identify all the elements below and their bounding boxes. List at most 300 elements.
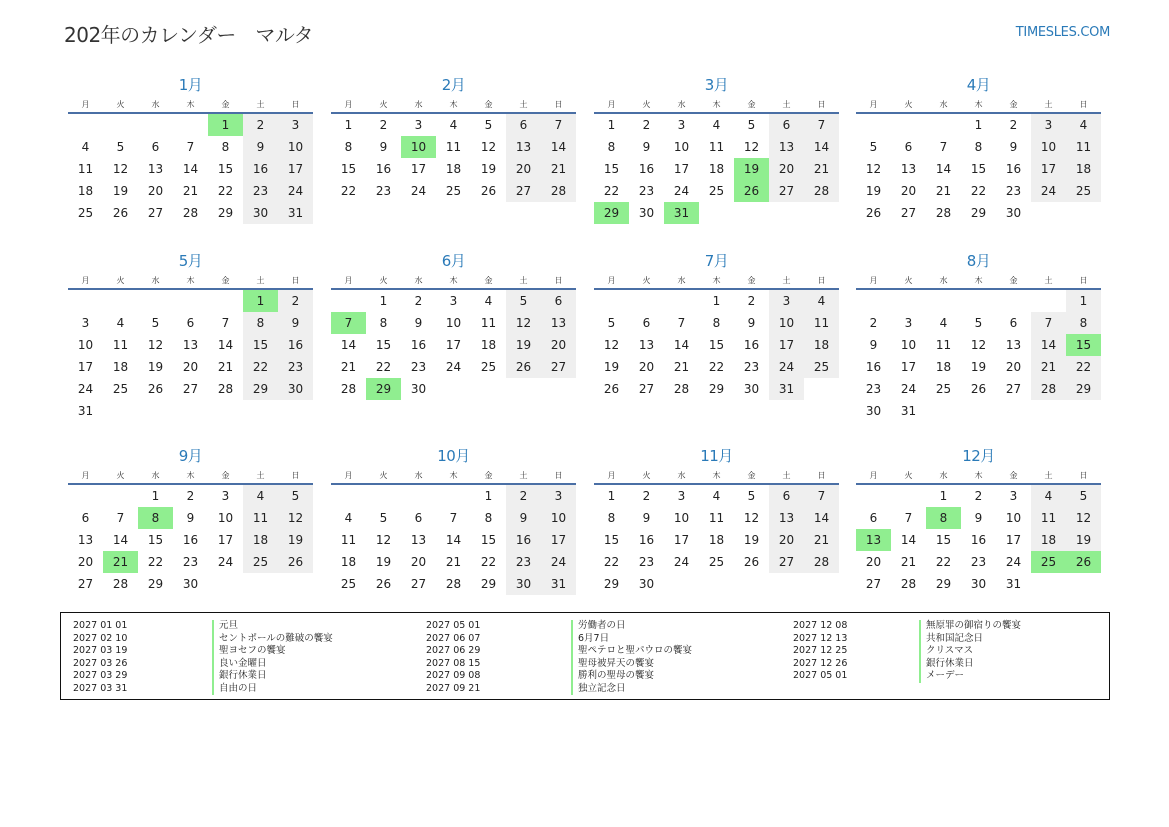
day-cell: 1: [974, 118, 983, 132]
day-cell: 14: [804, 507, 839, 529]
day-cell: 27: [638, 382, 655, 396]
holiday-name: 労働者の日: [571, 620, 692, 633]
day-cell: 14: [182, 162, 199, 176]
day-cell: 6: [506, 114, 541, 136]
day-grid: [856, 114, 1101, 224]
day-cell: 16: [182, 533, 199, 547]
day-cell: 5: [506, 290, 541, 312]
holiday-day-cell: 21: [103, 551, 138, 573]
day-cell: 9: [414, 316, 423, 330]
day-cell: 2: [747, 294, 756, 308]
day-cell: 3: [414, 118, 423, 132]
weekday-label: 木: [186, 99, 195, 109]
holiday-name: メーデー: [919, 670, 1021, 683]
empty-cell: [173, 114, 208, 136]
day-cell: 4: [243, 485, 278, 507]
day-cell: 3: [278, 114, 313, 136]
day-cell: 23: [638, 555, 655, 569]
holiday-name: 無原罪の御宿りの饗宴: [919, 620, 1021, 633]
day-grid: [68, 114, 313, 224]
day-cell: 22: [970, 184, 987, 198]
empty-cell: [664, 290, 699, 312]
weekday-label: 月: [869, 275, 878, 285]
day-cell: 10: [1031, 136, 1066, 158]
day-cell: 12: [743, 140, 760, 154]
day-cell: 16: [410, 338, 427, 352]
day-cell: 29: [708, 382, 725, 396]
day-cell: 7: [541, 114, 576, 136]
day-cell: 14: [112, 533, 129, 547]
brand-link[interactable]: TIMESLES.COM: [1015, 25, 1110, 40]
day-cell: 26: [278, 551, 313, 573]
day-cell: 22: [375, 360, 392, 374]
day-cell: 20: [147, 184, 164, 198]
month-title: 8月: [966, 252, 991, 270]
weekday-label: 木: [449, 99, 458, 109]
day-cell: 8: [344, 140, 353, 154]
day-cell: 9: [186, 511, 195, 525]
weekday-label: 木: [449, 275, 458, 285]
day-cell: 27: [1005, 382, 1022, 396]
weekday-label: 日: [817, 470, 826, 480]
holiday-name: 聖ヨセフの饗宴: [212, 645, 333, 658]
day-cell: 28: [673, 382, 690, 396]
holiday-date: 2027 02 10: [73, 632, 128, 644]
day-cell: 30: [278, 378, 313, 400]
weekday-label: 月: [607, 470, 616, 480]
day-cell: 28: [340, 382, 357, 396]
holiday-date: 2027 06 07: [426, 632, 481, 644]
day-cell: 20: [865, 555, 882, 569]
empty-cell: [926, 290, 961, 312]
day-cell: 12: [743, 511, 760, 525]
weekday-label: 土: [1044, 470, 1053, 480]
day-cell: 14: [900, 533, 917, 547]
day-cell: 28: [445, 577, 462, 591]
month-title: 1月: [178, 76, 203, 94]
day-cell: 19: [1066, 529, 1101, 551]
holiday-name: 共和国記念日: [919, 633, 1021, 646]
day-cell: 9: [243, 136, 278, 158]
holiday-name: クリスマス: [919, 645, 1021, 658]
day-cell: 11: [804, 312, 839, 334]
day-cell: 6: [904, 140, 913, 154]
day-cell: 1: [607, 118, 616, 132]
day-cell: 24: [673, 184, 690, 198]
day-cell: 6: [151, 140, 160, 154]
day-cell: 14: [673, 338, 690, 352]
holiday-names-col-2: [571, 620, 692, 695]
holiday-name: 銀行休業日: [212, 670, 333, 683]
day-cell: 30: [743, 382, 760, 396]
weekday-label: 土: [1044, 99, 1053, 109]
day-cell: 19: [865, 184, 882, 198]
weekday-label: 土: [782, 99, 791, 109]
day-grid: [856, 290, 1101, 422]
day-cell: 16: [278, 334, 313, 356]
day-cell: 17: [1005, 533, 1022, 547]
month-title: 11月: [700, 447, 733, 465]
day-cell: 23: [278, 356, 313, 378]
holiday-name: 元旦: [212, 620, 333, 633]
day-cell: 21: [804, 158, 839, 180]
weekday-label: 水: [677, 275, 686, 285]
weekday-label: 火: [116, 99, 125, 109]
day-cell: 5: [607, 316, 616, 330]
day-cell: 21: [900, 555, 917, 569]
weekday-label: 水: [414, 99, 423, 109]
day-cell: 3: [677, 489, 686, 503]
holiday-day-cell: 1: [243, 290, 278, 312]
holiday-name: 良い金曜日: [212, 658, 333, 671]
weekday-label: 日: [291, 99, 300, 109]
holiday-date: 2027 09 21: [426, 682, 481, 694]
weekday-label: 日: [291, 275, 300, 285]
day-cell: 24: [769, 356, 804, 378]
day-cell: 13: [506, 136, 541, 158]
day-cell: 25: [340, 577, 357, 591]
day-cell: 18: [708, 533, 725, 547]
day-cell: 13: [77, 533, 94, 547]
weekday-label: 日: [1079, 470, 1088, 480]
day-cell: 10: [673, 511, 690, 525]
day-cell: 12: [970, 338, 987, 352]
day-cell: 25: [243, 551, 278, 573]
empty-cell: [103, 485, 138, 507]
empty-cell: [436, 485, 471, 507]
day-cell: 3: [81, 316, 90, 330]
day-cell: 26: [865, 206, 882, 220]
day-cell: 9: [869, 338, 878, 352]
day-cell: 20: [900, 184, 917, 198]
day-cell: 10: [1005, 511, 1022, 525]
month-calendar: [68, 74, 313, 224]
day-cell: 17: [541, 529, 576, 551]
day-cell: 15: [603, 533, 620, 547]
day-cell: 11: [708, 140, 725, 154]
weekday-label: 日: [1079, 275, 1088, 285]
day-cell: 10: [673, 140, 690, 154]
holiday-day-cell: 15: [1066, 334, 1101, 356]
empty-cell: [103, 114, 138, 136]
month-calendar: [856, 250, 1101, 422]
holiday-names-col-1: [212, 620, 333, 695]
weekday-label: 金: [1009, 470, 1018, 480]
day-cell: 5: [116, 140, 125, 154]
day-cell: 30: [865, 404, 882, 418]
day-cell: 21: [541, 158, 576, 180]
day-cell: 14: [445, 533, 462, 547]
day-cell: 19: [147, 360, 164, 374]
day-cell: 14: [804, 136, 839, 158]
weekday-label: 火: [116, 275, 125, 285]
month-title: 2月: [441, 76, 466, 94]
day-cell: 19: [480, 162, 497, 176]
holiday-day-cell: 29: [366, 378, 401, 400]
day-cell: 9: [1009, 140, 1018, 154]
day-cell: 14: [340, 338, 357, 352]
weekday-label: 水: [677, 99, 686, 109]
day-cell: 30: [243, 202, 278, 224]
day-cell: 6: [869, 511, 878, 525]
weekday-label: 金: [747, 99, 756, 109]
empty-cell: [401, 485, 436, 507]
day-cell: 2: [243, 114, 278, 136]
weekday-label: 金: [484, 275, 493, 285]
weekday-label: 水: [677, 470, 686, 480]
day-cell: 5: [747, 489, 756, 503]
day-cell: 16: [638, 533, 655, 547]
day-cell: 2: [1009, 118, 1018, 132]
weekday-label: 火: [904, 275, 913, 285]
day-cell: 18: [112, 360, 129, 374]
weekday-label: 土: [519, 470, 528, 480]
day-cell: 30: [638, 577, 655, 591]
weekday-label: 月: [607, 99, 616, 109]
day-cell: 23: [243, 180, 278, 202]
day-cell: 18: [708, 162, 725, 176]
day-cell: 19: [743, 533, 760, 547]
holiday-day-cell: 8: [926, 507, 961, 529]
day-cell: 13: [900, 162, 917, 176]
day-cell: 2: [414, 294, 423, 308]
month-calendar: [594, 445, 839, 595]
empty-cell: [891, 114, 926, 136]
empty-cell: [629, 290, 664, 312]
day-cell: 28: [217, 382, 234, 396]
day-cell: 8: [974, 140, 983, 154]
day-cell: 31: [77, 404, 94, 418]
day-cell: 13: [147, 162, 164, 176]
month-title: 3月: [704, 76, 729, 94]
day-cell: 30: [182, 577, 199, 591]
weekday-header: [331, 467, 576, 485]
empty-cell: [331, 485, 366, 507]
holiday-name: 6月7日: [571, 633, 692, 646]
day-cell: 8: [221, 140, 230, 154]
weekday-label: 月: [81, 99, 90, 109]
empty-cell: [594, 290, 629, 312]
weekday-label: 火: [642, 275, 651, 285]
weekday-header: [594, 96, 839, 114]
holiday-date: 2027 12 08: [793, 620, 848, 631]
day-cell: 22: [708, 360, 725, 374]
day-cell: 28: [804, 180, 839, 202]
day-cell: 16: [375, 162, 392, 176]
weekday-label: 金: [1009, 99, 1018, 109]
day-cell: 23: [375, 184, 392, 198]
day-cell: 15: [480, 533, 497, 547]
day-cell: 7: [804, 114, 839, 136]
day-cell: 18: [445, 162, 462, 176]
day-cell: 18: [935, 360, 952, 374]
holiday-day-cell: 29: [594, 202, 629, 224]
day-cell: 18: [243, 529, 278, 551]
day-cell: 16: [638, 162, 655, 176]
day-cell: 2: [974, 489, 983, 503]
weekday-label: 日: [1079, 99, 1088, 109]
day-cell: 19: [506, 334, 541, 356]
day-cell: 13: [769, 507, 804, 529]
day-cell: 13: [541, 312, 576, 334]
empty-cell: [208, 290, 243, 312]
weekday-label: 水: [151, 470, 160, 480]
weekday-label: 日: [554, 275, 563, 285]
day-cell: 24: [1005, 555, 1022, 569]
holiday-date: 2027 12 25: [793, 645, 848, 656]
day-cell: 23: [1005, 184, 1022, 198]
day-cell: 12: [278, 507, 313, 529]
day-cell: 22: [935, 555, 952, 569]
holiday-name: 自由の日: [212, 683, 333, 696]
day-cell: 18: [480, 338, 497, 352]
day-cell: 12: [147, 338, 164, 352]
day-cell: 8: [379, 316, 388, 330]
month-title: 4月: [966, 76, 991, 94]
weekday-label: 日: [554, 470, 563, 480]
day-cell: 16: [243, 158, 278, 180]
day-cell: 13: [1005, 338, 1022, 352]
day-cell: 19: [278, 529, 313, 551]
day-cell: 8: [607, 140, 616, 154]
day-cell: 28: [900, 577, 917, 591]
holiday-date: 2027 08 15: [426, 657, 481, 669]
weekday-label: 土: [1044, 275, 1053, 285]
weekday-label: 月: [81, 470, 90, 480]
day-cell: 25: [708, 555, 725, 569]
day-cell: 29: [1066, 378, 1101, 400]
day-cell: 27: [147, 206, 164, 220]
empty-cell: [138, 290, 173, 312]
weekday-label: 土: [519, 99, 528, 109]
day-cell: 22: [243, 356, 278, 378]
day-cell: 20: [638, 360, 655, 374]
day-cell: 16: [1005, 162, 1022, 176]
day-cell: 15: [708, 338, 725, 352]
weekday-label: 金: [221, 99, 230, 109]
holiday-name: 銀行休業日: [919, 658, 1021, 671]
day-cell: 8: [607, 511, 616, 525]
day-cell: 10: [445, 316, 462, 330]
day-cell: 12: [480, 140, 497, 154]
day-cell: 9: [974, 511, 983, 525]
day-cell: 8: [243, 312, 278, 334]
day-cell: 6: [81, 511, 90, 525]
day-grid: [68, 290, 313, 422]
holiday-day-cell: 25: [1031, 551, 1066, 573]
day-cell: 12: [112, 162, 129, 176]
day-cell: 29: [243, 378, 278, 400]
day-cell: 26: [603, 382, 620, 396]
day-cell: 5: [278, 485, 313, 507]
day-cell: 30: [970, 577, 987, 591]
empty-cell: [856, 114, 891, 136]
day-cell: 22: [603, 184, 620, 198]
day-cell: 17: [900, 360, 917, 374]
weekday-label: 火: [904, 470, 913, 480]
weekday-label: 日: [554, 99, 563, 109]
day-cell: 22: [1066, 356, 1101, 378]
day-cell: 1: [379, 294, 388, 308]
day-cell: 20: [410, 555, 427, 569]
day-cell: 25: [77, 206, 94, 220]
day-cell: 24: [217, 555, 234, 569]
day-cell: 26: [147, 382, 164, 396]
day-grid: [68, 485, 313, 595]
month-calendar: [331, 250, 576, 400]
day-cell: 17: [1031, 158, 1066, 180]
weekday-label: 木: [974, 99, 983, 109]
day-cell: 31: [769, 378, 804, 400]
day-cell: 9: [642, 140, 651, 154]
day-cell: 7: [904, 511, 913, 525]
day-cell: 10: [77, 338, 94, 352]
day-cell: 26: [970, 382, 987, 396]
day-cell: 10: [769, 312, 804, 334]
holiday-day-cell: 31: [664, 202, 699, 224]
day-cell: 3: [449, 294, 458, 308]
empty-cell: [926, 114, 961, 136]
holiday-day-cell: 19: [734, 158, 769, 180]
weekday-label: 水: [151, 275, 160, 285]
day-cell: 31: [900, 404, 917, 418]
day-cell: 13: [182, 338, 199, 352]
day-cell: 7: [116, 511, 125, 525]
day-cell: 29: [217, 206, 234, 220]
day-grid: [594, 290, 839, 400]
day-cell: 1: [712, 294, 721, 308]
day-cell: 15: [603, 162, 620, 176]
day-grid: [331, 290, 576, 400]
day-cell: 10: [541, 507, 576, 529]
weekday-label: 木: [712, 275, 721, 285]
holiday-date: 2027 09 08: [426, 670, 481, 681]
weekday-label: 火: [642, 470, 651, 480]
day-cell: 16: [743, 338, 760, 352]
day-cell: 23: [182, 555, 199, 569]
day-cell: 24: [445, 360, 462, 374]
holiday-day-cell: 26: [1066, 551, 1101, 573]
day-cell: 23: [743, 360, 760, 374]
day-cell: 23: [506, 551, 541, 573]
day-cell: 28: [112, 577, 129, 591]
holiday-date: 2027 03 19: [73, 645, 128, 656]
day-cell: 17: [278, 158, 313, 180]
empty-cell: [891, 485, 926, 507]
day-cell: 6: [1009, 316, 1018, 330]
weekday-label: 木: [712, 470, 721, 480]
holiday-name: 勝利の聖母の饗宴: [571, 670, 692, 683]
empty-cell: [961, 290, 996, 312]
empty-cell: [103, 290, 138, 312]
day-cell: 11: [480, 316, 497, 330]
day-cell: 25: [1066, 180, 1101, 202]
weekday-label: 月: [81, 275, 90, 285]
empty-cell: [68, 114, 103, 136]
day-cell: 4: [1031, 485, 1066, 507]
weekday-label: 月: [344, 470, 353, 480]
day-cell: 29: [480, 577, 497, 591]
day-cell: 10: [217, 511, 234, 525]
holiday-date: 2027 03 31: [73, 682, 128, 694]
day-cell: 7: [804, 485, 839, 507]
holiday-date: 2027 06 29: [426, 645, 481, 656]
day-cell: 3: [904, 316, 913, 330]
day-cell: 2: [642, 118, 651, 132]
day-cell: 17: [769, 334, 804, 356]
day-cell: 20: [1005, 360, 1022, 374]
weekday-label: 木: [712, 99, 721, 109]
